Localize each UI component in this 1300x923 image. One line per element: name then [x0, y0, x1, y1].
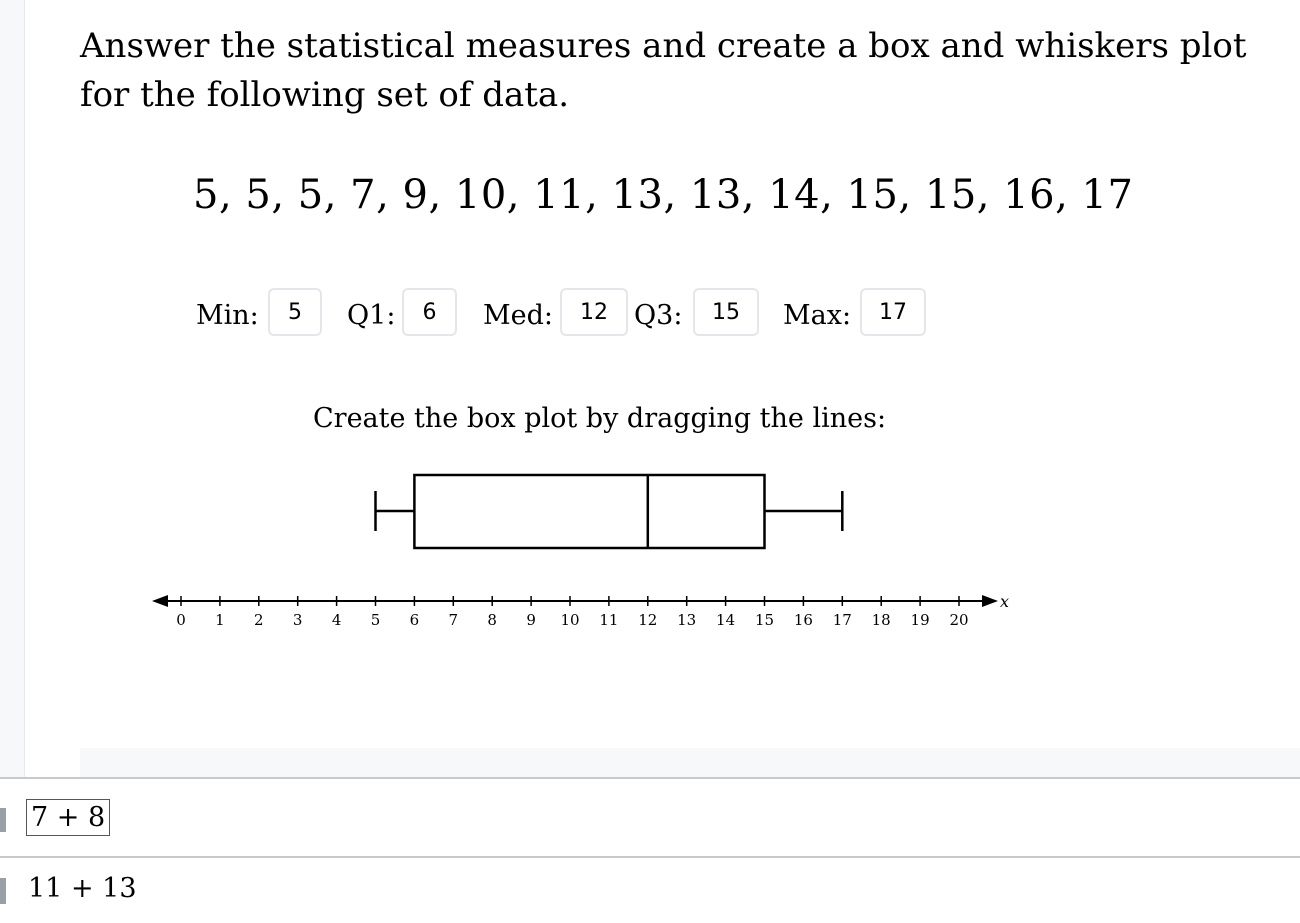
x-tick-label: 17: [832, 611, 852, 629]
q3-input[interactable]: 15: [693, 288, 759, 336]
min-input[interactable]: 5: [268, 288, 322, 336]
x-tick-label: 16: [793, 611, 813, 629]
divider-bottom: [0, 856, 1300, 858]
x-tick-label: 6: [409, 611, 420, 629]
x-tick-label: 0: [176, 611, 186, 629]
box-q1-q3[interactable]: [414, 475, 764, 548]
x-tick-label: 5: [370, 611, 381, 629]
x-tick-label: 14: [716, 611, 736, 629]
x-tick-label: 8: [487, 611, 497, 629]
box-plot[interactable]: [140, 470, 1020, 640]
x-tick-label: 7: [448, 611, 459, 629]
x-tick-label: 4: [331, 611, 342, 629]
med-label: Med:: [483, 300, 554, 331]
data-set: 5, 5, 5, 7, 9, 10, 11, 13, 13, 14, 15, 15, 16, 17: [193, 172, 1134, 218]
axis-arrow-left: [152, 595, 168, 607]
axis-arrow-right: [982, 595, 998, 607]
row-edge-mark: [0, 808, 6, 832]
x-tick-label: 19: [910, 611, 930, 629]
x-tick-label: 18: [871, 611, 891, 629]
work-expression-2: 11 + 13: [28, 873, 137, 904]
x-axis-label: x: [1000, 592, 1010, 611]
content-bottom-band: [80, 748, 1300, 778]
q3-label: Q3:: [634, 300, 683, 331]
left-gutter: [0, 0, 25, 778]
q1-label: Q1:: [347, 300, 396, 331]
question-text: Answer the statistical measures and create a box and whiskers plot for the following set of data.: [80, 26, 1247, 115]
divider-top: [0, 777, 1300, 779]
x-tick-label: 2: [254, 611, 264, 629]
work-expression-1: 7 + 8: [26, 799, 110, 836]
min-label: Min:: [196, 300, 259, 331]
med-input[interactable]: 12: [560, 288, 628, 336]
x-tick-label: 11: [599, 611, 619, 629]
x-tick-label: 15: [754, 611, 775, 629]
x-tick-label: 9: [526, 611, 536, 629]
plot-instruction: Create the box plot by dragging the lines:: [313, 403, 887, 434]
x-tick-label: 20: [949, 611, 969, 629]
x-tick-label: 1: [215, 611, 225, 629]
x-tick-label: 13: [677, 611, 697, 629]
max-label: Max:: [783, 300, 852, 331]
x-tick-label: 10: [560, 611, 580, 629]
max-input[interactable]: 17: [860, 288, 926, 336]
x-tick-label: 3: [292, 611, 303, 629]
row-edge-mark-2: [0, 878, 6, 904]
x-tick-label: 12: [638, 611, 658, 629]
q1-input[interactable]: 6: [402, 288, 457, 336]
